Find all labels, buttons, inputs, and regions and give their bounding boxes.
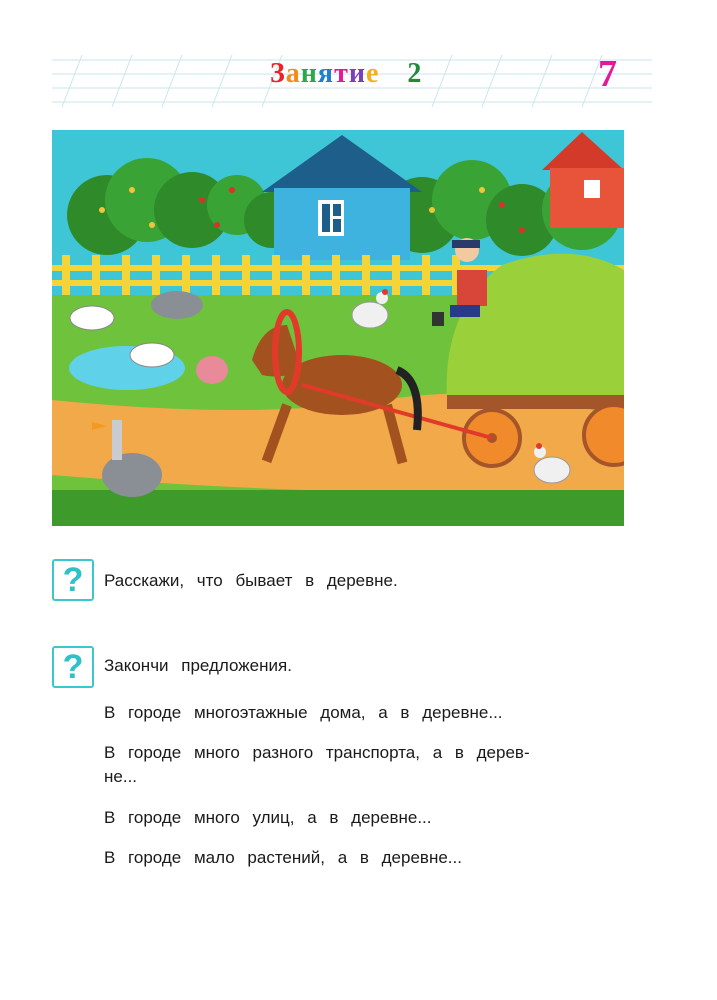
lesson-number: 2 xyxy=(407,58,423,89)
sentence-2-line-1: В городе много разного транспорта, а в дерев- xyxy=(104,743,530,762)
title-letter: я xyxy=(317,58,335,89)
sentence-4: В городе мало растений, а в деревне... xyxy=(104,848,462,867)
title-letter: е xyxy=(365,58,380,89)
title-letter: и xyxy=(348,58,366,89)
lesson-title xyxy=(270,58,422,90)
question-icon: ? xyxy=(52,559,94,601)
sentence-2 xyxy=(104,741,614,789)
title-letter: т xyxy=(334,58,349,89)
title-letter: а xyxy=(285,58,301,89)
question-2-text: Закончи предложения. xyxy=(104,656,292,675)
question-icon: ? xyxy=(52,646,94,688)
sentence-1: В городе многоэтажные дома, а в деревне... xyxy=(104,703,503,722)
title-letter: З xyxy=(270,58,286,89)
sentence-2-line-2: не... xyxy=(104,767,138,786)
title-word xyxy=(270,58,387,89)
question-1-text: Расскажи, что бывает в деревне. xyxy=(104,571,398,590)
village-illustration xyxy=(52,130,624,526)
title-letter: н xyxy=(300,58,318,89)
page-number: 7 xyxy=(598,53,617,95)
sentence-3: В городе много улиц, а в деревне... xyxy=(104,808,432,827)
